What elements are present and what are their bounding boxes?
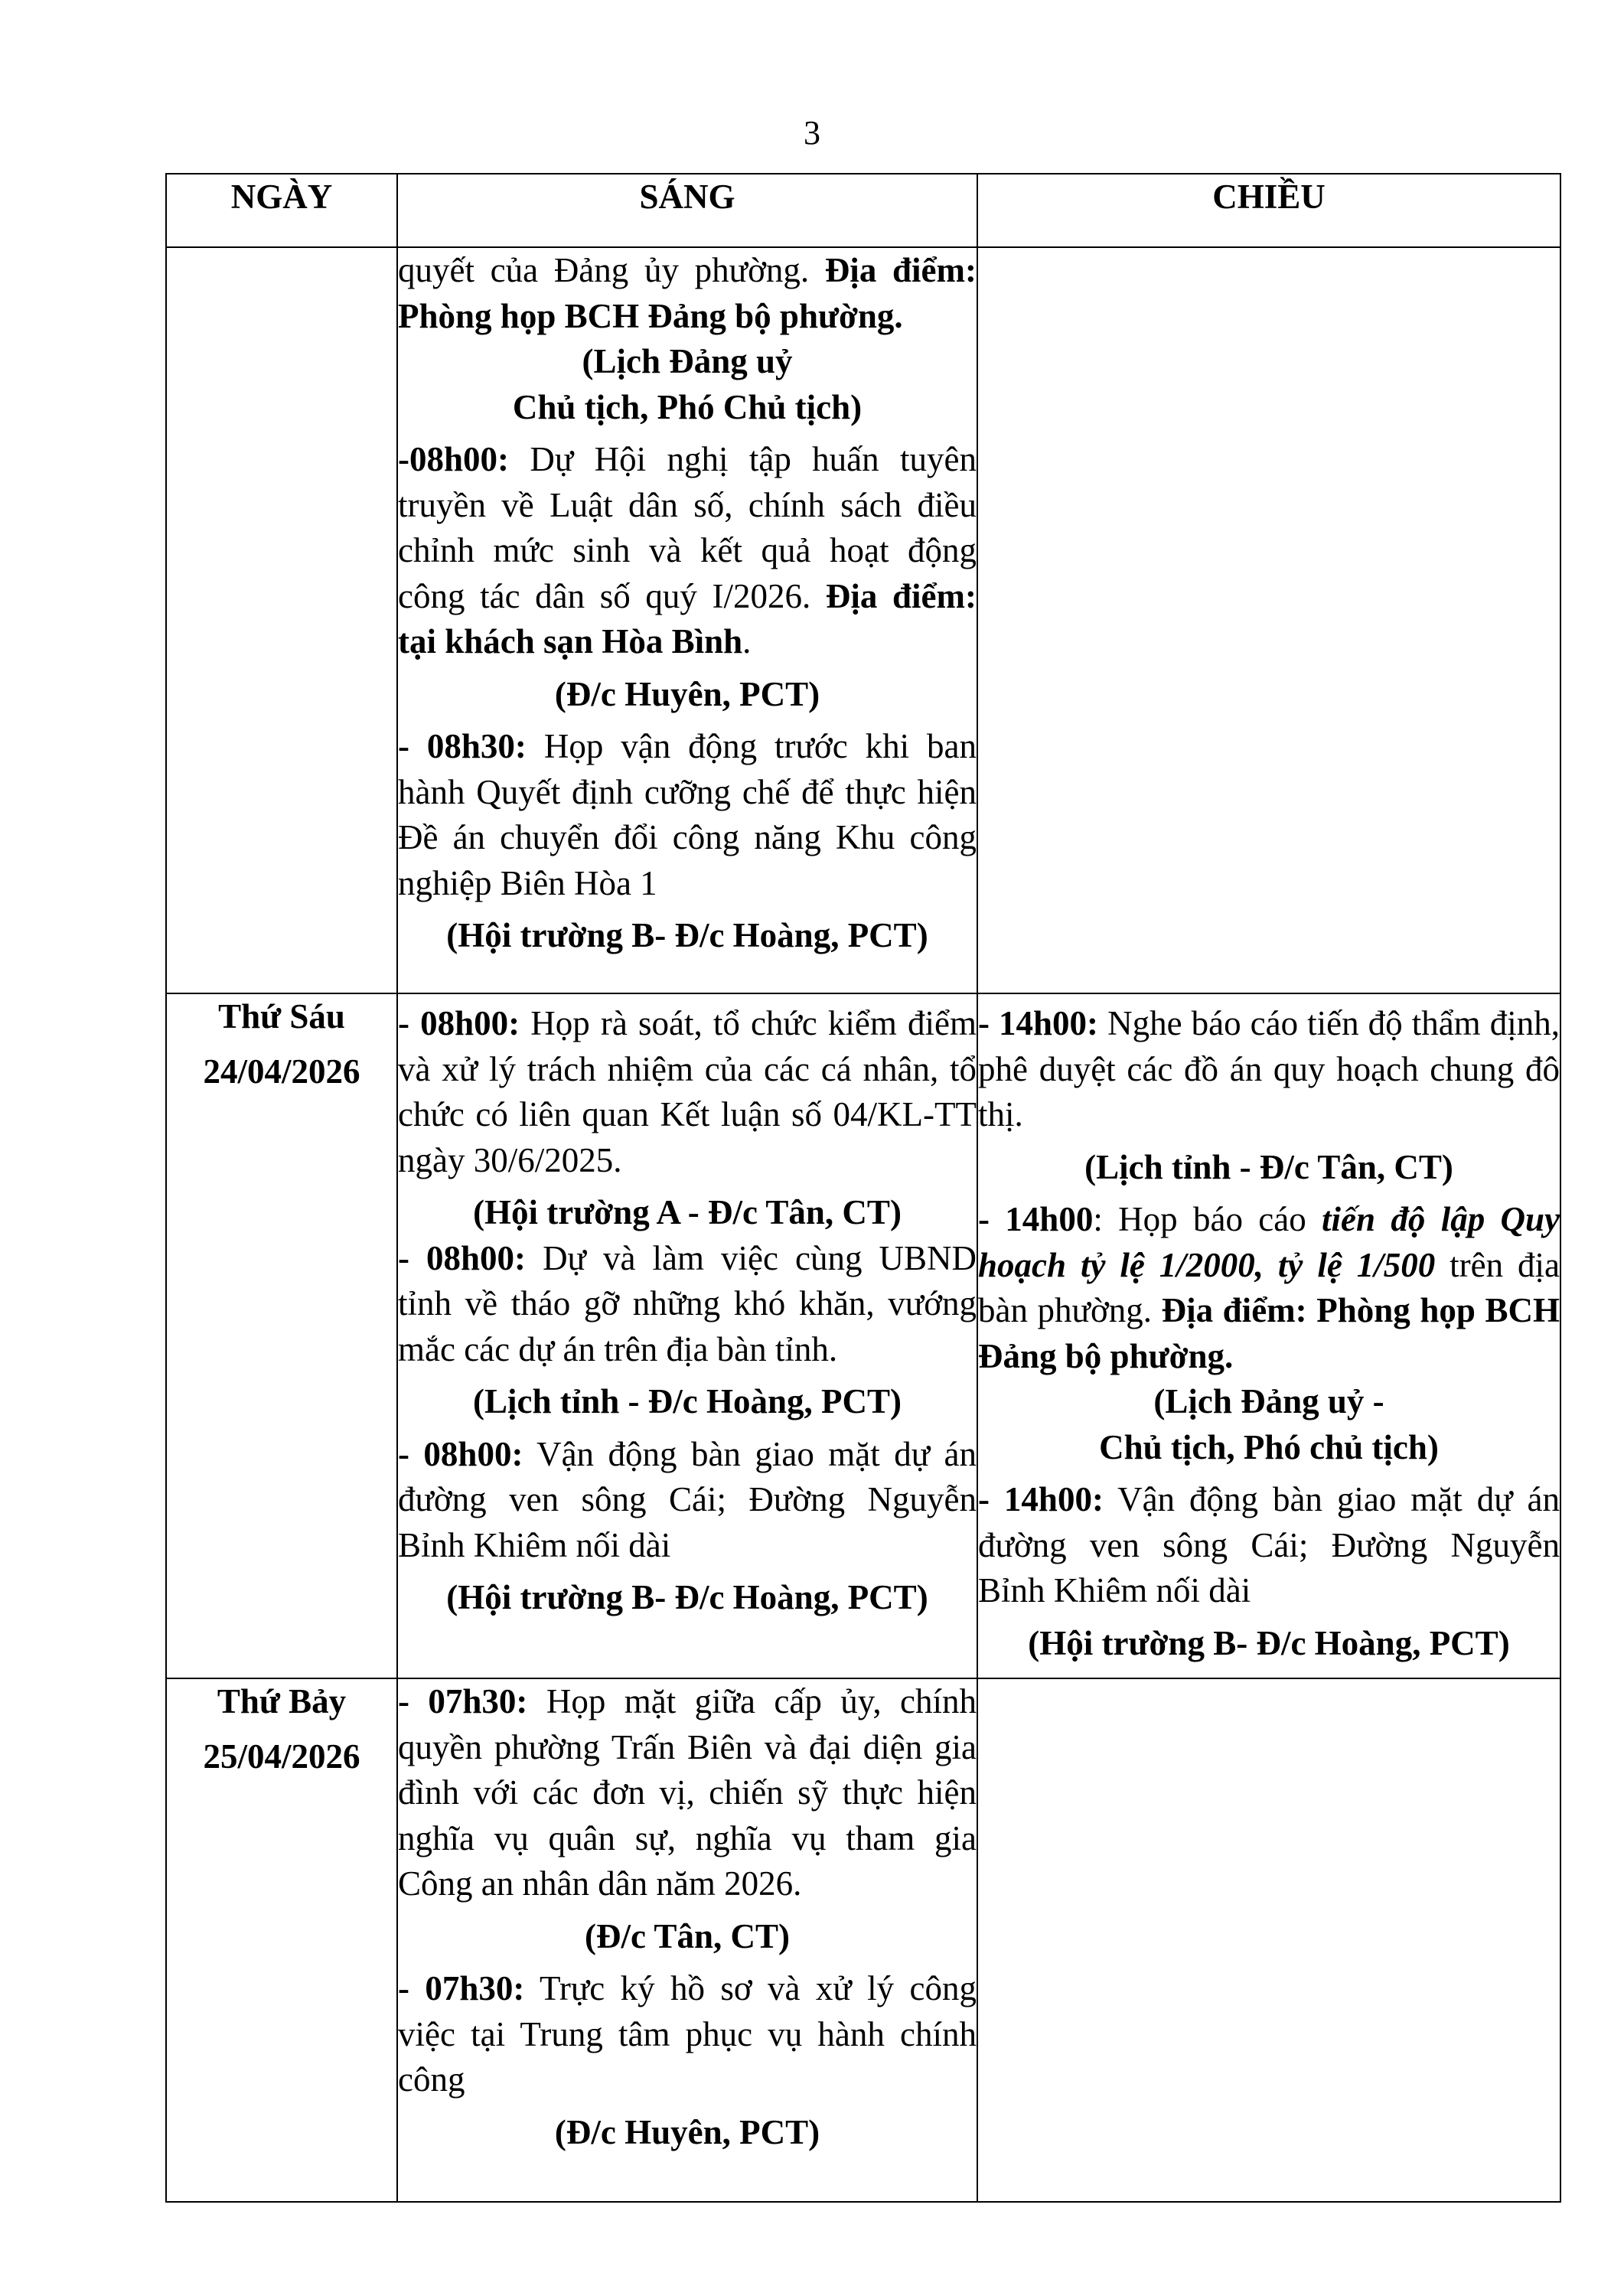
schedule-entry: - 08h00: Vận động bàn giao mặt dự án đường ven sông Cái; Đường Nguyễn Bỉnh Khiêm nối dài xyxy=(398,1434,977,1564)
morning-cell xyxy=(397,247,977,993)
header-day: NGÀY xyxy=(166,174,397,247)
day-date: 25/04/2026 xyxy=(203,1737,360,1776)
day-name: Thứ Bảy xyxy=(217,1682,347,1720)
afternoon-cell xyxy=(977,993,1560,1678)
schedule-table xyxy=(165,173,1561,2203)
responsible-note: (Lịch Đảng uỷ Chủ tịch, Phó Chủ tịch) xyxy=(512,342,863,426)
day-name: Thứ Sáu xyxy=(218,997,345,1035)
responsible-note: (Lịch Đảng uỷ - Chủ tịch, Phó chủ tịch) xyxy=(1099,1382,1439,1466)
schedule-entry: - 08h00: Dự và làm việc cùng UBND tỉnh về tháo gỡ những khó khăn, vướng mắc các dự án trên địa bàn tỉnh. xyxy=(398,1238,977,1368)
schedule-entry: - 08h30: Họp vận động trước khi ban hành Quyết định cưỡng chế để thực hiện Đề án chuyển đổi công năng Khu công nghiệp Biên Hòa 1 xyxy=(398,727,977,902)
schedule-entry: - 14h00: Họp báo cáo tiến độ lập Quy hoạch tỷ lệ 1/2000, tỷ lệ 1/500 trên địa bàn phường. Địa điểm: Phòng họp BCH Đảng bộ phường. xyxy=(978,1200,1560,1375)
responsible-note: (Lịch tỉnh - Đ/c Tân, CT) xyxy=(1084,1147,1453,1186)
morning-cell xyxy=(397,993,977,1678)
schedule-entry: - 14h00: Vận động bàn giao mặt dự án đường ven sông Cái; Đường Nguyễn Bỉnh Khiêm nối dài xyxy=(978,1480,1560,1609)
schedule-entry: quyết của Đảng ủy phường. Địa điểm: Phòng họp BCH Đảng bộ phường. xyxy=(398,251,977,335)
responsible-note: (Hội trường B- Đ/c Hoàng, PCT) xyxy=(1028,1623,1510,1662)
responsible-note: (Hội trường A - Đ/c Tân, CT) xyxy=(473,1193,902,1231)
schedule-entry: - 08h00: Họp rà soát, tổ chức kiểm điểm và xử lý trách nhiệm của các cá nhân, tổ chức có liên quan Kết luận số 04/KL-TT ngày 30/6/2025. xyxy=(398,1004,977,1179)
header-row xyxy=(166,174,1560,247)
header-afternoon: CHIỀU xyxy=(977,174,1560,247)
day-cell xyxy=(166,993,397,1678)
schedule-entry: - 14h00: Nghe báo cáo tiến độ thẩm định, phê duyệt các đồ án quy hoạch chung đô thị. xyxy=(978,1004,1560,1133)
responsible-note: (Hội trường B- Đ/c Hoàng, PCT) xyxy=(446,1578,928,1616)
day-cell xyxy=(166,247,397,993)
day-cell xyxy=(166,1678,397,2202)
responsible-note: (Hội trường B- Đ/c Hoàng, PCT) xyxy=(446,916,928,954)
schedule-entry: - 07h30: Họp mặt giữa cấp ủy, chính quyền phường Trấn Biên và đại diện gia đình với các đơn vị, chiến sỹ thực hiện nghĩa vụ quân sự, nghĩa vụ tham gia Công an nhân dân năm 2026. xyxy=(398,1682,977,1903)
responsible-note: (Lịch tỉnh - Đ/c Hoàng, PCT) xyxy=(472,1382,902,1420)
table-row xyxy=(166,1678,1560,2202)
table-row xyxy=(166,993,1560,1678)
afternoon-cell xyxy=(977,247,1560,993)
day-date: 24/04/2026 xyxy=(203,1052,360,1091)
afternoon-cell xyxy=(977,1678,1560,2202)
responsible-note: (Đ/c Tân, CT) xyxy=(585,1916,790,1955)
responsible-note: (Đ/c Huyên, PCT) xyxy=(554,2112,820,2151)
morning-cell xyxy=(397,1678,977,2202)
schedule-entry: -08h00: Dự Hội nghị tập huấn tuyên truyền về Luật dân số, chính sách điều chỉnh mức sinh và kết quả hoạt động công tác dân số quý I/2026. Địa điểm: tại khách sạn Hòa Bình. xyxy=(398,440,977,660)
table-row xyxy=(166,247,1560,993)
header-morning: SÁNG xyxy=(397,174,977,247)
schedule-entry: - 07h30: Trực ký hồ sơ và xử lý công việc tại Trung tâm phục vụ hành chính công xyxy=(398,1969,977,2099)
responsible-note: (Đ/c Huyên, PCT) xyxy=(554,674,820,713)
page-number: 3 xyxy=(804,114,820,152)
